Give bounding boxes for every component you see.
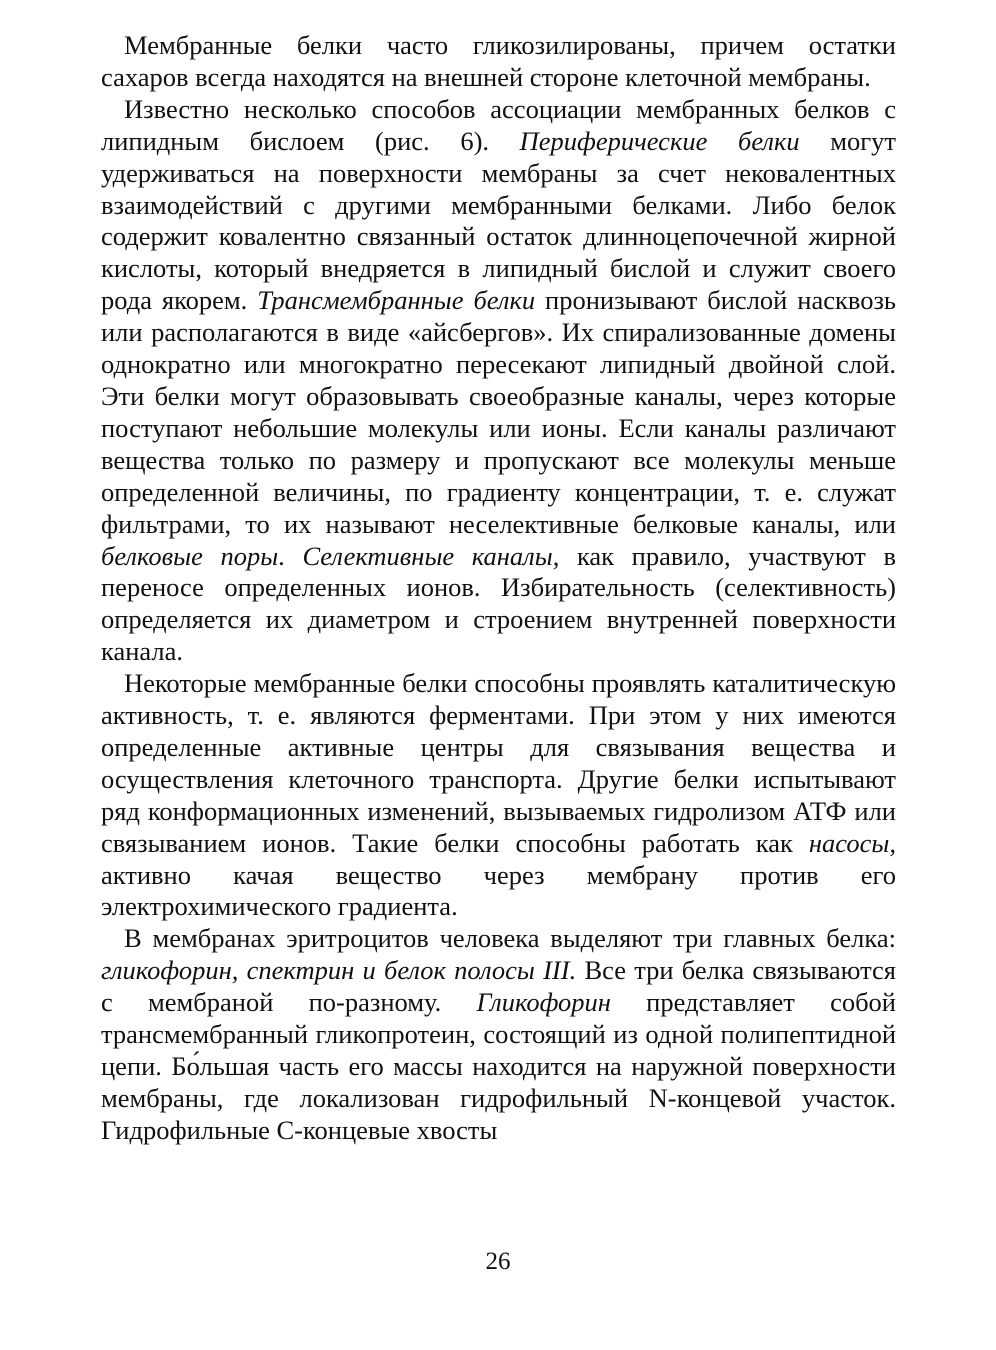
italic-term: Трансмембранные белки [257, 285, 536, 316]
text-run: Все три белка связываются с мембраной по-разному. [101, 955, 896, 1018]
paragraph-1 [101, 30, 896, 94]
paragraph-2 [101, 94, 896, 668]
text-run: В мембранах эритроцитов человека выделяют три главных белка: [124, 923, 896, 954]
paragraph-3 [101, 668, 896, 923]
page-number: 26 [485, 1248, 511, 1275]
italic-term: Периферические белки [519, 125, 800, 156]
italic-term: Селективные каналы [302, 540, 553, 571]
italic-term: Гликофорин [476, 987, 611, 1018]
text-run: Некоторые мембранные белки способны проявлять каталитическую активность, т. е. являются ферментами. При этом у них имеются определенные активные центры для связывания вещества и осуществления клеточного транспорта. Другие белки испытывают ряд конформационных изменений, вызываемых гидролизом АТФ или связыванием ионов. Такие белки способны работать как [101, 668, 896, 858]
text-run: Мембранные белки часто гликозилированы, причем остатки сахаров всегда находятся на внешней стороне клеточной мембраны. [101, 30, 896, 92]
text-run: пронизывают бислой насквозь или располагаются в виде «айсбергов». Их спирализованные домены однократно или многократно пересекают липидный двойной слой. Эти белки могут образовывать своеобразные каналы, через которые поступают небольшие молекулы или ионы. Если каналы различают вещества только по размеру и пропускают все молекулы меньше определенной величины, по градиенту концентрации, т. е. служат фильтрами, то их называют неселективные белковые каналы, или [101, 285, 897, 539]
text-run: Известно несколько способов ассоциации мембранных белков с липидным бислоем (рис. 6). [101, 93, 896, 156]
page-text-block [101, 30, 896, 1147]
text-run: активно качая вещество через мембрану против его электрохимического градиента. [101, 859, 896, 922]
text-run: представляет собой трансмембранный гликопротеин, состоящий из одной полипептидной цепи. Бо́льшая часть его массы находится на наружной поверхности мембраны, где локализован гидрофильный N-концевой участок. Гидрофильные С-концевые хвосты [101, 987, 896, 1145]
text-run: , как правило, участвуют в переносе определенных ионов. Избирательность (селективность) определяется их диаметром и строением внутренней поверхности канала. [101, 540, 897, 667]
text-run: . [278, 540, 303, 571]
italic-term: насосы, [808, 827, 896, 858]
text-run: могут удерживаться на поверхности мембраны за счет нековалентных взаимодействий с другими мембранными белками. Либо белок содержит ковалентно связанный остаток длинноцепочечной жирной кислоты, который внедряется в липидный бислой и служит своего рода якорем. [101, 125, 896, 316]
italic-term: гликофорин, спектрин и белок полосы III. [101, 955, 577, 986]
italic-term: белковые поры [101, 540, 279, 571]
paragraph-4 [101, 923, 896, 1146]
